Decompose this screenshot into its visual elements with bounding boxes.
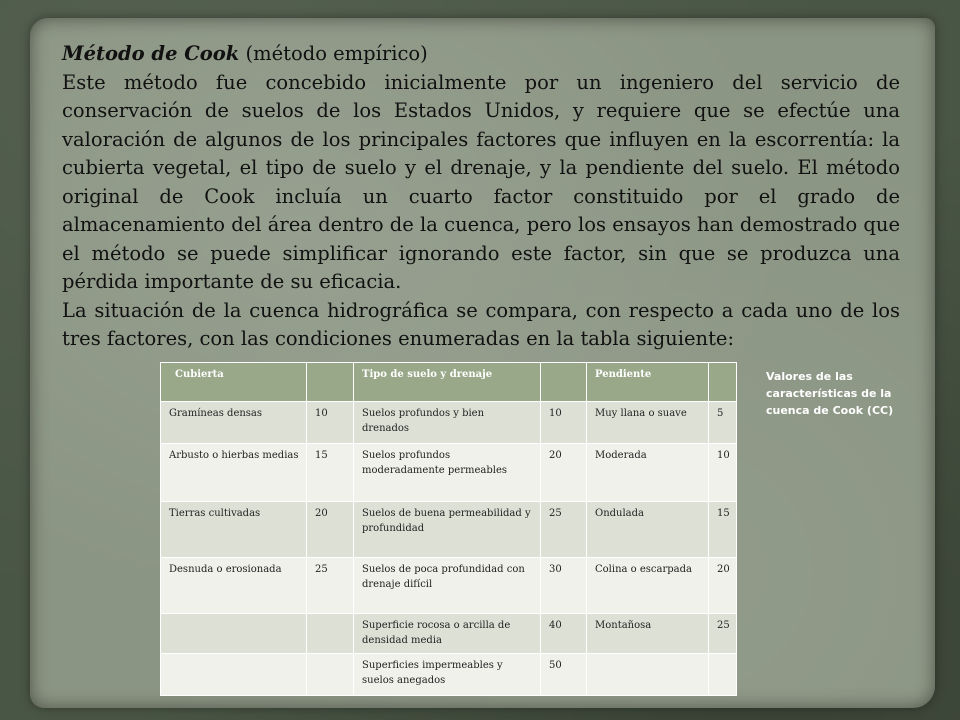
- table-row: [161, 654, 737, 696]
- table-cell: 40: [541, 614, 587, 654]
- header-cell: Tipo de suelo y drenaje: [354, 363, 541, 402]
- table-cell: 10: [709, 444, 737, 502]
- header-cell: Cubierta: [161, 363, 307, 402]
- table-cell: 30: [541, 558, 587, 614]
- table-cell: Gramíneas densas: [161, 402, 307, 444]
- table-cell: Arbusto o hierbas medias: [161, 444, 307, 502]
- table-cell: 20: [307, 502, 354, 558]
- table-cell: Suelos profundos moderadamente permeables: [354, 444, 541, 502]
- table-caption: Valores de las características de la cuenca de Cook (CC): [766, 370, 894, 417]
- table-cell: Desnuda o erosionada: [161, 558, 307, 614]
- table-cell: 25: [307, 558, 354, 614]
- table-row: [161, 402, 737, 444]
- paragraph-1-body: Este método fue concebido inicialmente por un ingeniero del servicio de conservación de suelos de los Estados Unidos, y requiere que se efectúe una valoración de algunos de los principales factores que influyen en la escorrentía: la cubierta vegetal, el tipo de suelo y el drenaje, y la pendiente del suelo. El método original de Cook incluía un cuarto factor constituido por el grado de almacenamiento del área dentro de la cuenca, pero los ensayos han demostrado que el método se puede simplificar ignorando este factor, sin que se produzca una pérdida importante de su eficacia.: [62, 70, 900, 293]
- header-cell: [709, 363, 737, 402]
- table-cell: 20: [541, 444, 587, 502]
- table-cell: [307, 654, 354, 696]
- table-cell: Suelos de poca profundidad con drenaje difícil: [354, 558, 541, 614]
- table-cell: 10: [541, 402, 587, 444]
- table-cell: Suelos profundos y bien drenados: [354, 402, 541, 444]
- table-cell: Superficies impermeables y suelos anegados: [354, 654, 541, 696]
- table-header-row: [161, 363, 737, 402]
- cook-values-table: [160, 362, 737, 696]
- header-cell: [307, 363, 354, 402]
- table-cell: Muy llana o suave: [587, 402, 709, 444]
- table-row: [161, 558, 737, 614]
- table-cell: [587, 654, 709, 696]
- table-cell: 5: [709, 402, 737, 444]
- table-cell: Moderada: [587, 444, 709, 502]
- table-cell: [709, 654, 737, 696]
- table-cell: 25: [709, 614, 737, 654]
- text-block: [62, 40, 900, 354]
- method-title: Método de Cook: [62, 42, 240, 65]
- table-cell: Ondulada: [587, 502, 709, 558]
- table-cell: 10: [307, 402, 354, 444]
- paragraph-2: La situación de la cuenca hidrográfica se compara, con respecto a cada uno de los tres factores, con las condiciones enumeradas en la tabla siguiente:: [62, 298, 900, 350]
- table-cell: 20: [709, 558, 737, 614]
- table-row: [161, 444, 737, 502]
- table-cell: Suelos de buena permeabilidad y profundidad: [354, 502, 541, 558]
- table-cell: Colina o escarpada: [587, 558, 709, 614]
- table-cell: 50: [541, 654, 587, 696]
- table-cell: [161, 654, 307, 696]
- table-cell: [161, 614, 307, 654]
- table-row: [161, 502, 737, 558]
- header-cell: [541, 363, 587, 402]
- table-row: [161, 614, 737, 654]
- table-cell: [307, 614, 354, 654]
- header-cell: Pendiente: [587, 363, 709, 402]
- table-cell: 15: [307, 444, 354, 502]
- table-cell: 25: [541, 502, 587, 558]
- table-cell: 15: [709, 502, 737, 558]
- table-cell: Montañosa: [587, 614, 709, 654]
- table-cell: Tierras cultivadas: [161, 502, 307, 558]
- table-cell: Superficie rocosa o arcilla de densidad media: [354, 614, 541, 654]
- method-subtitle: (método empírico): [239, 42, 428, 65]
- paragraph-1: [62, 40, 900, 297]
